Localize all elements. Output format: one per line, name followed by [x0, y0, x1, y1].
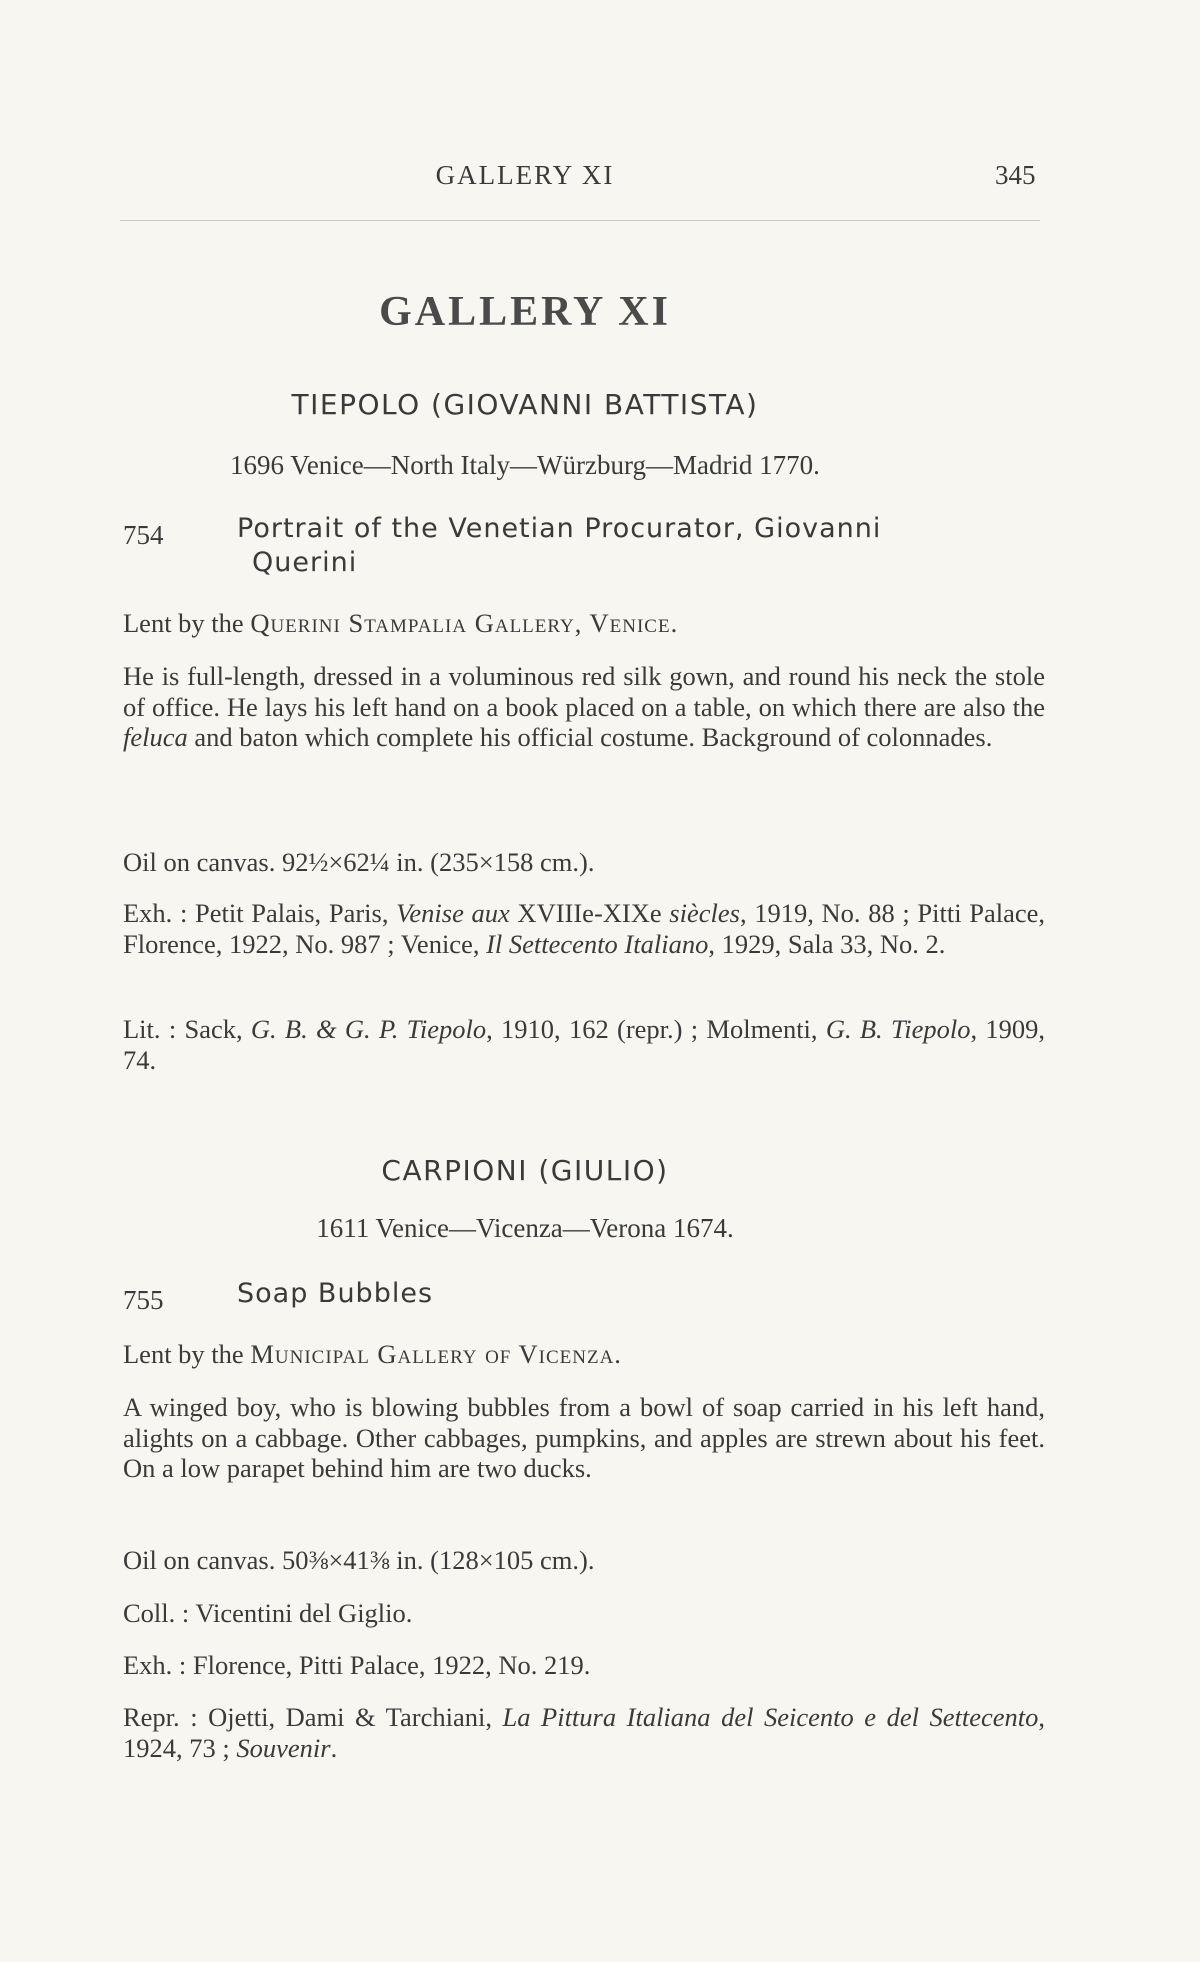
- repr-text: , 1924, 73 ;: [123, 1702, 1045, 1763]
- medium-dimensions: Oil on canvas. 50⅜×41⅜ in. (128×105 cm.).: [123, 1545, 595, 1575]
- exh-text: Exh. : Petit Palais, Paris,: [123, 898, 397, 928]
- catalogue-number: 755: [123, 1285, 164, 1315]
- work-title: Soap Bubbles: [237, 1278, 434, 1309]
- literature: [123, 1014, 1045, 1075]
- medium-dimensions: Oil on canvas. 92½×62¼ in. (235×158 cm.).: [123, 847, 595, 877]
- lent-prefix: Lent by the: [123, 608, 251, 638]
- collection: Coll. : Vicentini del Giglio.: [123, 1598, 413, 1628]
- repr-text: .: [330, 1732, 338, 1763]
- description: [123, 661, 1045, 753]
- lent-by: [123, 608, 1045, 639]
- gallery-heading: GALLERY XI: [379, 289, 671, 335]
- header-rule: [120, 220, 1040, 221]
- running-head-title: GALLERY XI: [435, 160, 615, 190]
- lit-italic: G. B. Tiepolo: [825, 1014, 971, 1044]
- artist-heading: TIEPOLO (GIOVANNI BATTISTA): [291, 388, 759, 421]
- artist-heading: CARPIONI (GIULIO): [381, 1154, 669, 1187]
- description-text: and baton which complete his official costume. Background of colonnades.: [187, 722, 993, 752]
- exh-text: XVIIIe-XIXe: [509, 898, 670, 928]
- repr-italic: Souvenir: [236, 1732, 331, 1763]
- lit-text: , 1909, 74.: [123, 1014, 1046, 1075]
- work-title: [237, 512, 1047, 580]
- lit-italic: G. B. & G. P. Tiepolo: [250, 1014, 487, 1044]
- description-text: He is full-length, dressed in a voluminous red silk gown, and round his neck the stole of office. He lays his left hand on a book placed on a table, on which there are also the: [123, 661, 1045, 722]
- lit-text: , 1910, 162 (repr.) ; Molmenti,: [486, 1014, 826, 1044]
- artist-dates: 1611 Venice—Vicenza—Verona 1674.: [316, 1213, 734, 1243]
- repr-text: Repr. : Ojetti, Dami & Tarchiani,: [123, 1702, 503, 1732]
- exhibitions: [123, 898, 1045, 959]
- work-title-line: Querini: [252, 547, 358, 578]
- description-italic: feluca: [123, 722, 188, 752]
- lender: Querini Stampalia Gallery, Venice.: [250, 608, 679, 638]
- exh-text: , 1919, No. 88 ; Pitti Palace, Florence, 1922, No. 987 ; Venice,: [123, 898, 1046, 959]
- catalogue-number: 754: [123, 520, 164, 550]
- work-title-line: Portrait of the Venetian Procurator, Giovanni: [237, 513, 882, 544]
- exh-text: , 1929, Sala 33, No. 2.: [708, 928, 946, 959]
- description: A winged boy, who is blowing bubbles from a bowl of soap carried in his left hand, alights on a cabbage. Other cabbages, pumpkins, and apples are strewn about his feet. On a low parapet behind him are two ducks.: [123, 1392, 1045, 1483]
- exhibitions: Exh. : Florence, Pitti Palace, 1922, No. 219.: [123, 1650, 591, 1680]
- lent-prefix: Lent by the: [123, 1339, 251, 1369]
- repr-italic: La Pittura Italiana del Seicento e del Settecento: [502, 1702, 1039, 1732]
- exh-italic: Il Settecento Italiano: [486, 928, 709, 959]
- reproductions: [123, 1702, 1045, 1763]
- page-number: 345: [995, 160, 1036, 190]
- artist-dates: 1696 Venice—North Italy—Würzburg—Madrid 1770.: [230, 450, 820, 480]
- lent-by: [123, 1339, 1045, 1370]
- exh-italic: siècles: [669, 898, 740, 928]
- exh-italic: Venise aux: [396, 898, 510, 928]
- lit-text: Lit. : Sack,: [123, 1014, 251, 1044]
- lender: Municipal Gallery of Vicenza.: [250, 1339, 622, 1369]
